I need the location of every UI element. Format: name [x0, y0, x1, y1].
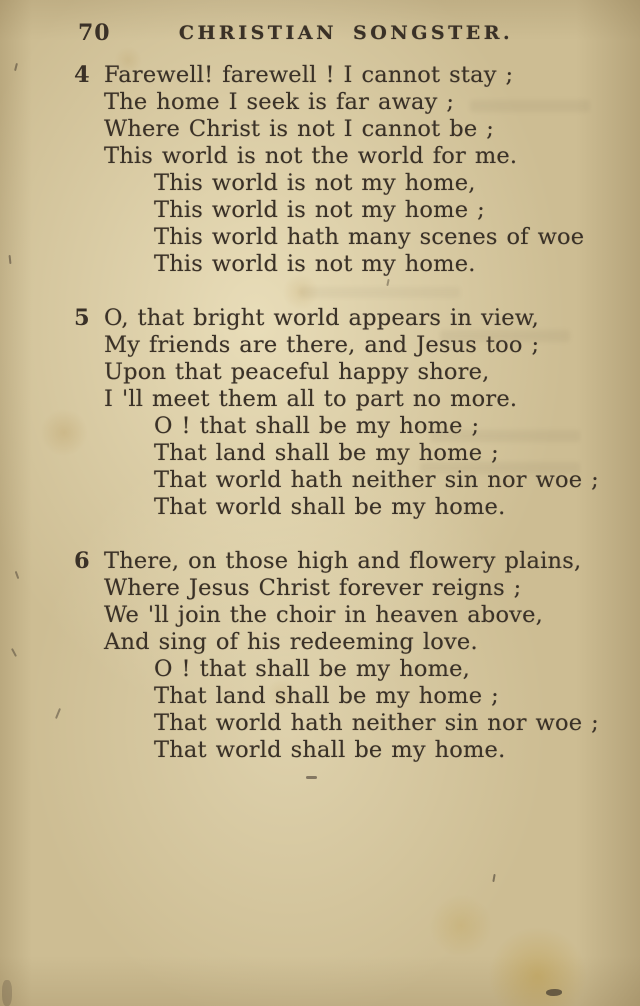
verse-line: My friends are there, and Jesus too ;: [104, 332, 540, 358]
verse-line: Farewell! farewell ! I cannot stay ;: [104, 62, 514, 88]
verse-number: 4: [74, 62, 90, 88]
running-title: CHRISTIAN SONGSTER.: [178, 22, 514, 44]
verse-6: [74, 548, 616, 764]
refrain-line: That land shall be my home ;: [154, 683, 499, 709]
ink-blot: [546, 989, 562, 996]
refrain-line: O ! that shall be my home,: [154, 656, 471, 682]
bleed-through: [430, 430, 580, 442]
ink-speck: [492, 874, 495, 882]
ink-speck: [15, 571, 20, 579]
refrain-line: This world is not my home,: [154, 170, 476, 196]
verse-line: Where Christ is not I cannot be ;: [104, 116, 495, 142]
verse-line: I 'll meet them all to part no more.: [104, 386, 518, 412]
verse-line: O, that bright world appears in view,: [104, 305, 539, 331]
verse-line: There, on those high and flowery plains,: [104, 548, 582, 574]
page-number: 70: [78, 20, 111, 46]
refrain-line: This world hath many scenes of woe: [154, 224, 585, 250]
refrain-line: That world shall be my home.: [154, 494, 506, 520]
page-edge-shadow: [2, 980, 12, 1006]
bleed-through: [300, 287, 460, 298]
bleed-through: [440, 330, 570, 342]
refrain-line: O ! that shall be my home ;: [154, 413, 480, 439]
ink-speck: [55, 708, 61, 719]
verse-lines: [104, 62, 616, 278]
refrain-line: That world hath neither sin nor woe ;: [154, 710, 599, 736]
refrain-line: That land shall be my home ;: [154, 440, 499, 466]
refrain-line: This world is not my home ;: [154, 197, 485, 223]
verse-line: Where Jesus Christ forever reigns ;: [104, 575, 522, 601]
verse-number: 5: [74, 305, 90, 331]
refrain-line: That world shall be my home.: [154, 737, 506, 763]
page-header: [0, 20, 640, 50]
ink-speck: [14, 63, 18, 71]
bleed-through: [420, 462, 580, 474]
bleed-through: [470, 100, 590, 112]
verse-4: [74, 62, 616, 278]
verse-lines: [104, 548, 616, 764]
verse-line: This world is not the world for me.: [104, 143, 518, 169]
verse-line: We 'll join the choir in heaven above,: [104, 602, 543, 628]
ink-speck: [11, 648, 17, 657]
refrain-line: That world hath neither sin nor woe ;: [154, 467, 599, 493]
verse-number: 6: [74, 548, 90, 574]
ink-dash: [306, 776, 317, 779]
hymn-verses: [74, 62, 616, 764]
verse-line: The home I seek is far away ;: [104, 89, 455, 115]
verse-line: And sing of his redeeming love.: [104, 629, 478, 655]
ink-speck: [9, 255, 12, 264]
refrain-line: This world is not my home.: [154, 251, 476, 277]
verse-line: Upon that peaceful happy shore,: [104, 359, 490, 385]
